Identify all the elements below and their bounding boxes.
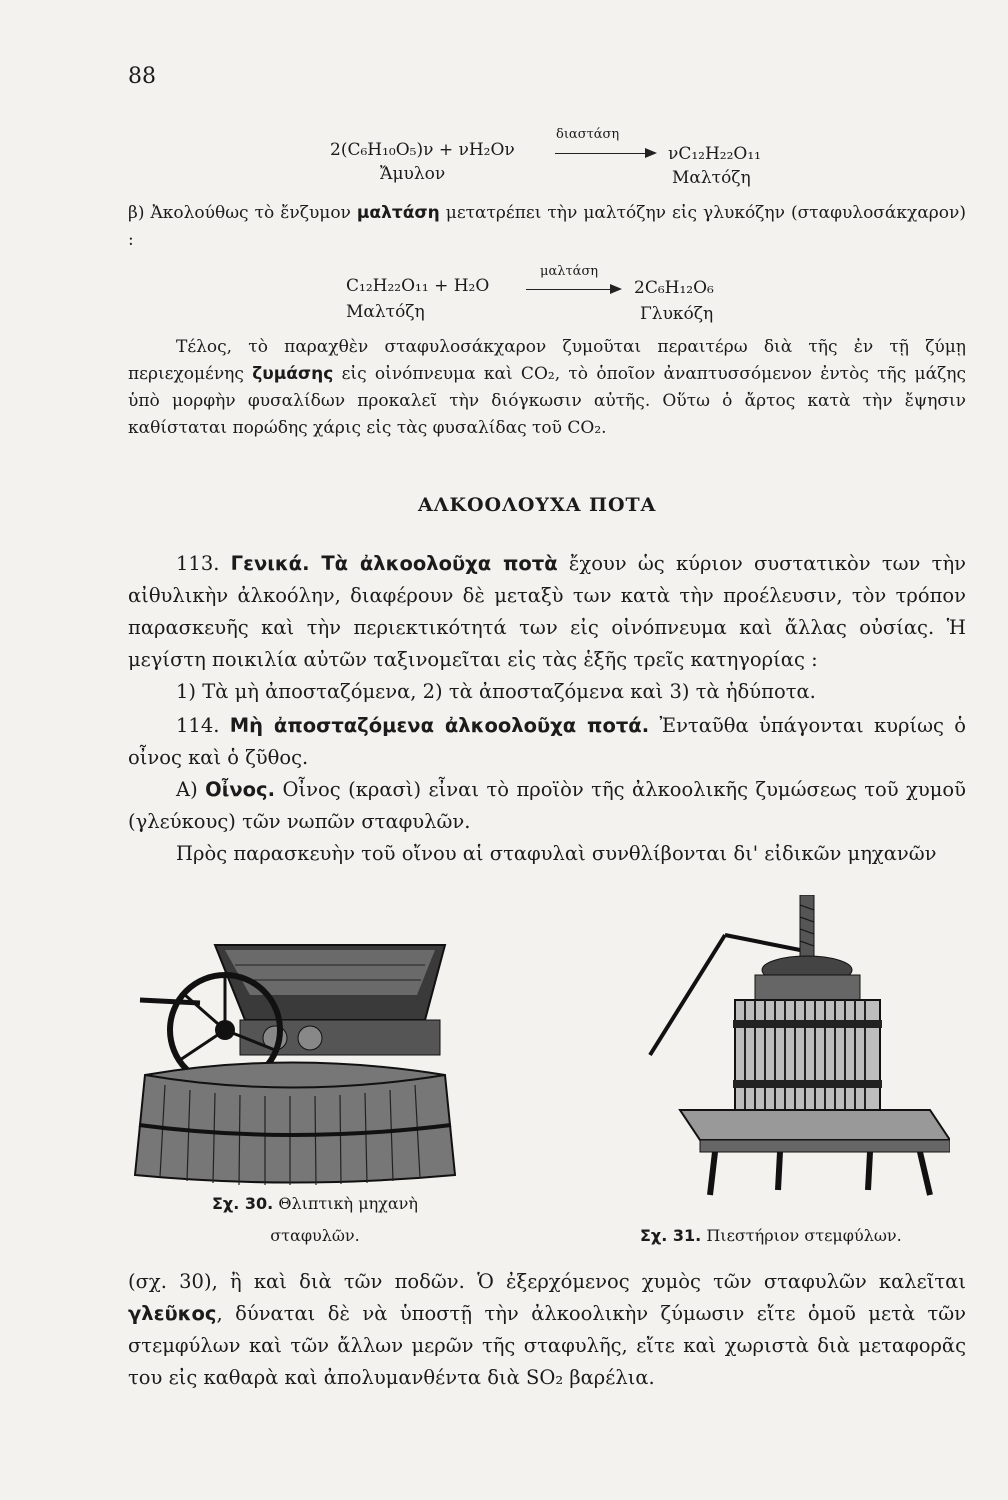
section-113: 113. Γενικά. Τὰ ἀλκοολοῦχα ποτὰ ἔχουν ὡς κύριον συστατικὸν των τὴν αἰθυλικὴν ἀλκοόλην, διαφέρουν δὲ μεταξὺ των κατὰ τὴν προέλευσιν, τὸν τρόπον παρασκευῆς καὶ τὴν περιεκτικότητά των εἰς οἰνόπνευμα καὶ ἄλλας οὐσίας. Ἡ μεγίστη ποικιλία αὐτῶν ταξινομεῖται εἰς τὰς ἑξῆς τρεῖς κατηγορίας : (128, 552, 966, 671)
paragraph-zymase: Τέλος, τὸ παραχθὲν σταφυλοσάκχαρον ζυμοῦται περαιτέρω διὰ τῆς ἐν τῇ ζύμῃ περιεχομένης ζυμάσης εἰς οἰνόπνευμα καὶ CO₂, τὸ ὁποῖον ἀναπτυσσόμενον ἐντὸς τῆς μάζης ὑπὸ μορφὴν φυσαλίδων προκαλεῖ τὴν διόγκωσιν αὐτῆς. Οὕτω ὁ ἄρτος κατὰ τὴν ἔψησιν καθίσταται πορώδης χάρις εἰς τὰς φυσαλίδας τοῦ CO₂. (128, 337, 966, 438)
section-113-title: Γενικά. Τὰ ἀλκοολοῦχα ποτὰ (230, 552, 558, 575)
equation2-rhs-label: Γλυκόζη (640, 304, 714, 324)
equation-arrow-label: διαστάση (556, 127, 620, 142)
figure-grape-crusher (125, 935, 475, 1185)
page-number: 88 (128, 64, 156, 89)
term-must: γλεῦκος (128, 1302, 217, 1325)
equation2-lhs-label: Μαλτόζη (346, 302, 425, 322)
term-wine: Οἶνος. (205, 778, 275, 801)
equation2-rhs: 2C₆H₁₂O₆ (634, 278, 714, 298)
reaction-arrow (555, 153, 655, 154)
term-zymase: ζυμάσης (252, 364, 334, 384)
section-114: 114. Μὴ ἀποσταζόμενα ἀλκοολοῦχα ποτά. Ἐνταῦθα ὑπάγονται κυρίως ὁ οἶνος καὶ ὁ ζῦθος. (128, 714, 966, 769)
paragraph-maltase: β) Ἀκολούθως τὸ ἔνζυμον μαλτάση μετατρέπει τὴν μαλτόζην εἰς γλυκόζην (σταφυλοσάκχαρον) : (128, 203, 966, 250)
figure-wine-press (630, 895, 950, 1205)
reaction-arrow-2 (526, 289, 620, 290)
grape-crusher-illustration (125, 935, 475, 1185)
term-maltase: μαλτάση (356, 203, 440, 223)
equation-lhs: 2(C₆H₁₀O₅)ν + νH₂Oν (330, 140, 515, 160)
figure-31-caption: Σχ. 31. Πιεστήριον στεμφύλων. (640, 1226, 902, 1245)
figure-30-caption: Σχ. 30. Θλιπτικὴ μηχανὴ σταφυλῶν. (212, 1194, 418, 1245)
equation2-arrow-label: μαλτάση (540, 264, 599, 279)
categories-list: 1) Τὰ μὴ ἀποσταζόμενα, 2) τὰ ἀποσταζόμενα καὶ 3) τὰ ἡδύποτα. (176, 680, 816, 703)
wine-preparation: Πρὸς παρασκευὴν τοῦ οἴνου αἱ σταφυλαὶ συνθλίβονται δι' εἰδικῶν μηχανῶν (176, 842, 937, 865)
equation-rhs: νC₁₂H₂₂O₁₁ (668, 144, 761, 164)
wine-definition: Α) Οἶνος. Οἶνος (κρασὶ) εἶναι τὸ προϊὸν τῆς ἀλκοολικῆς ζυμώσεως τοῦ χυμοῦ (γλεύκους) τῶν νωπῶν σταφυλῶν. (128, 778, 967, 833)
wine-press-illustration (630, 895, 950, 1205)
equation2-lhs: C₁₂H₂₂O₁₁ + H₂O (346, 276, 490, 296)
section-114-title: Μὴ ἀποσταζόμενα ἀλκοολοῦχα ποτά. (229, 714, 650, 737)
paragraph-must: (σχ. 30), ἢ καὶ διὰ τῶν ποδῶν. Ὁ ἐξερχόμενος χυμὸς τῶν σταφυλῶν καλεῖται γλεῦκος, δύναται δὲ νὰ ὑποστῇ τὴν ἀλκοολικὴν ζύμωσιν εἴτε ὁμοῦ μετὰ τῶν στεμφύλων καὶ τῶν ἄλλων μερῶν τῆς σταφυλῆς, εἴτε καὶ χωριστὰ διὰ μεταφορᾶς του εἰς καθαρὰ καὶ ἀπολυμανθέντα διὰ SO₂ βαρέλια. (128, 1270, 966, 1389)
section-title: ΑΛΚΟΟΛΟΥΧΑ ΠΟΤΑ (418, 494, 657, 516)
equation-rhs-label: Μαλτόζη (672, 168, 751, 188)
equation-lhs-label: Ἄμυλον (380, 164, 446, 184)
